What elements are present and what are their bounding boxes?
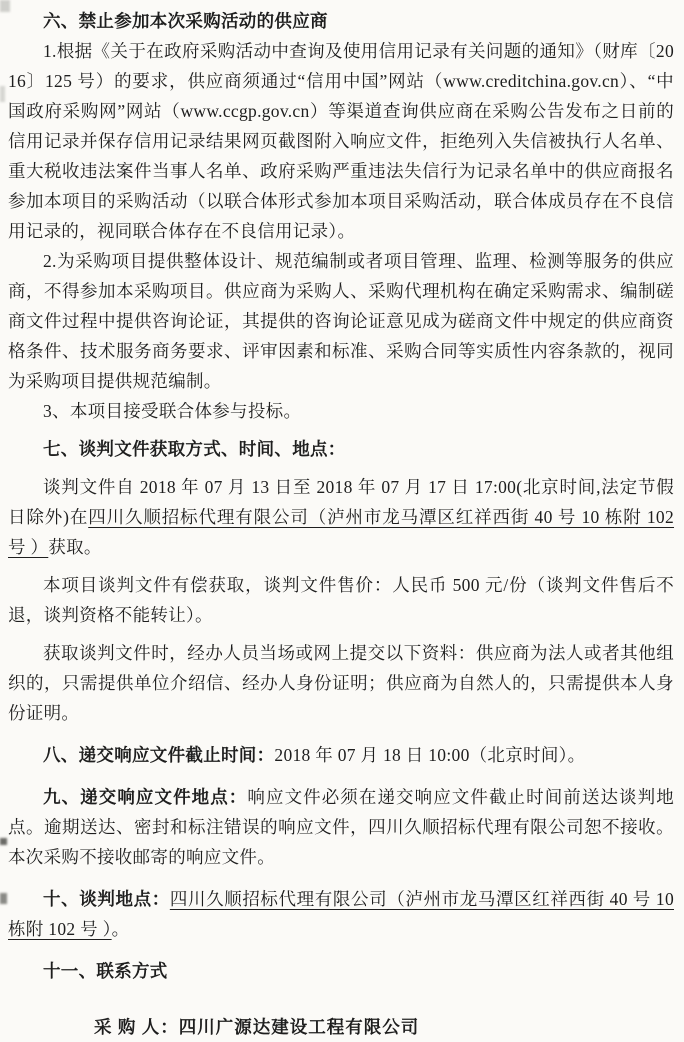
delivery-location-text: 响应文件必须在递交响应文件截止时间前送达谈判地点。逾期送达、密封和标注错误的响应文件，四川久顺招标代理有限公司恕不接收。本次采购不接收邮寄的响应文件。: [8, 787, 674, 867]
section-9-line: [8, 782, 674, 872]
section-7-clause-1: [8, 472, 674, 562]
scan-artifact: [0, 893, 7, 904]
section-6-clause-1: 1.根据《关于在政府采购活动中查询及使用信用记录有关问题的通知》（财库〔2016〕125 号）的要求，供应商须通过“信用中国”网站（www.creditchina.gov.cn）、“中国政府采购网”网站（www.ccgp.gov.cn）等渠道查询供应商在采购公告发布之日前的信用记录并保存信用记录结果网页截图附入响应文件，拒绝列入失信被执行人名单、重大税收违法案件当事人名单、政府采购严重违法失信行为记录名单中的供应商报名参加本项目的采购活动（以联合体形式参加本项目采购活动，联合体成员存在不良信用记录的，视同联合体存在不良信用记录）。: [8, 41, 674, 241]
buyer-label: 采 购 人：: [94, 1017, 179, 1037]
section-7-heading: 七、谈判文件获取方式、时间、地点：: [43, 439, 346, 459]
document-obtain-period-text: 谈判文件自 2018 年 07 月 13 日至 2018 年 07 月 17 日 17:00(北京时间,法定节假日除外)在: [8, 477, 674, 527]
section-10-heading: 十、谈判地点：: [43, 889, 170, 909]
section-6-clause-3: 3、本项目接受联合体参与投标。: [43, 401, 302, 421]
section-10-line: [8, 884, 674, 944]
section-6-clause-2: 2.为采购项目提供整体设计、规范编制或者项目管理、监理、检测等服务的供应商，不得参加本采购项目。供应商为采购人、采购代理机构在确定采购需求、编制磋商文件过程中提供咨询论证，其提供的咨询论证意见成为磋商文件中规定的供应商资格条件、技术服务商务要求、评审因素和标准、采购合同等实质性内容条款的，视同为采购项目提供规范编制。: [8, 251, 674, 391]
buyer-name: 四川广源达建设工程有限公司: [178, 1017, 420, 1037]
section-11-heading: 十一、联系方式: [43, 961, 168, 981]
scan-artifact: [0, 838, 7, 845]
scan-artifact: [0, 0, 10, 12]
negotiation-address-suffix: 。: [111, 919, 130, 939]
section-7-clause-3: 获取谈判文件时，经办人员当场或网上提交以下资料：供应商为法人或者其他组织的，只需提供单位介绍信、经办人身份证明；供应商为自然人的，只需提供本人身份证明。: [8, 643, 674, 723]
section-6-heading: 六、禁止参加本次采购活动的供应商: [43, 11, 328, 31]
section-7-clause-2: 本项目谈判文件有偿获取，谈判文件售价：人民币 500 元/份（谈判文件售后不退，谈判资格不能转让）。: [8, 575, 674, 625]
section-8-line: [8, 740, 674, 770]
obtain-suffix-text: 获取。: [48, 537, 102, 557]
section-8-heading: 八、递交响应文件截止时间：: [43, 745, 275, 765]
negotiation-address-underlined: 四川久顺招标代理有限公司（泸州市龙马潭区红祥西街 40 号 10 栋附 102 号 ）: [8, 889, 674, 939]
deadline-datetime-text: 2018 年 07 月 18 日 10:00（北京时间）。: [274, 745, 586, 765]
scan-artifact: [0, 86, 5, 102]
agency-address-underlined: 四川久顺招标代理有限公司（泸州市龙马潭区红祥西街 40 号 10 栋附 102 号 ）: [8, 507, 675, 557]
section-9-heading: 九、递交响应文件地点：: [43, 787, 248, 807]
buyer-line: [8, 1012, 674, 1042]
